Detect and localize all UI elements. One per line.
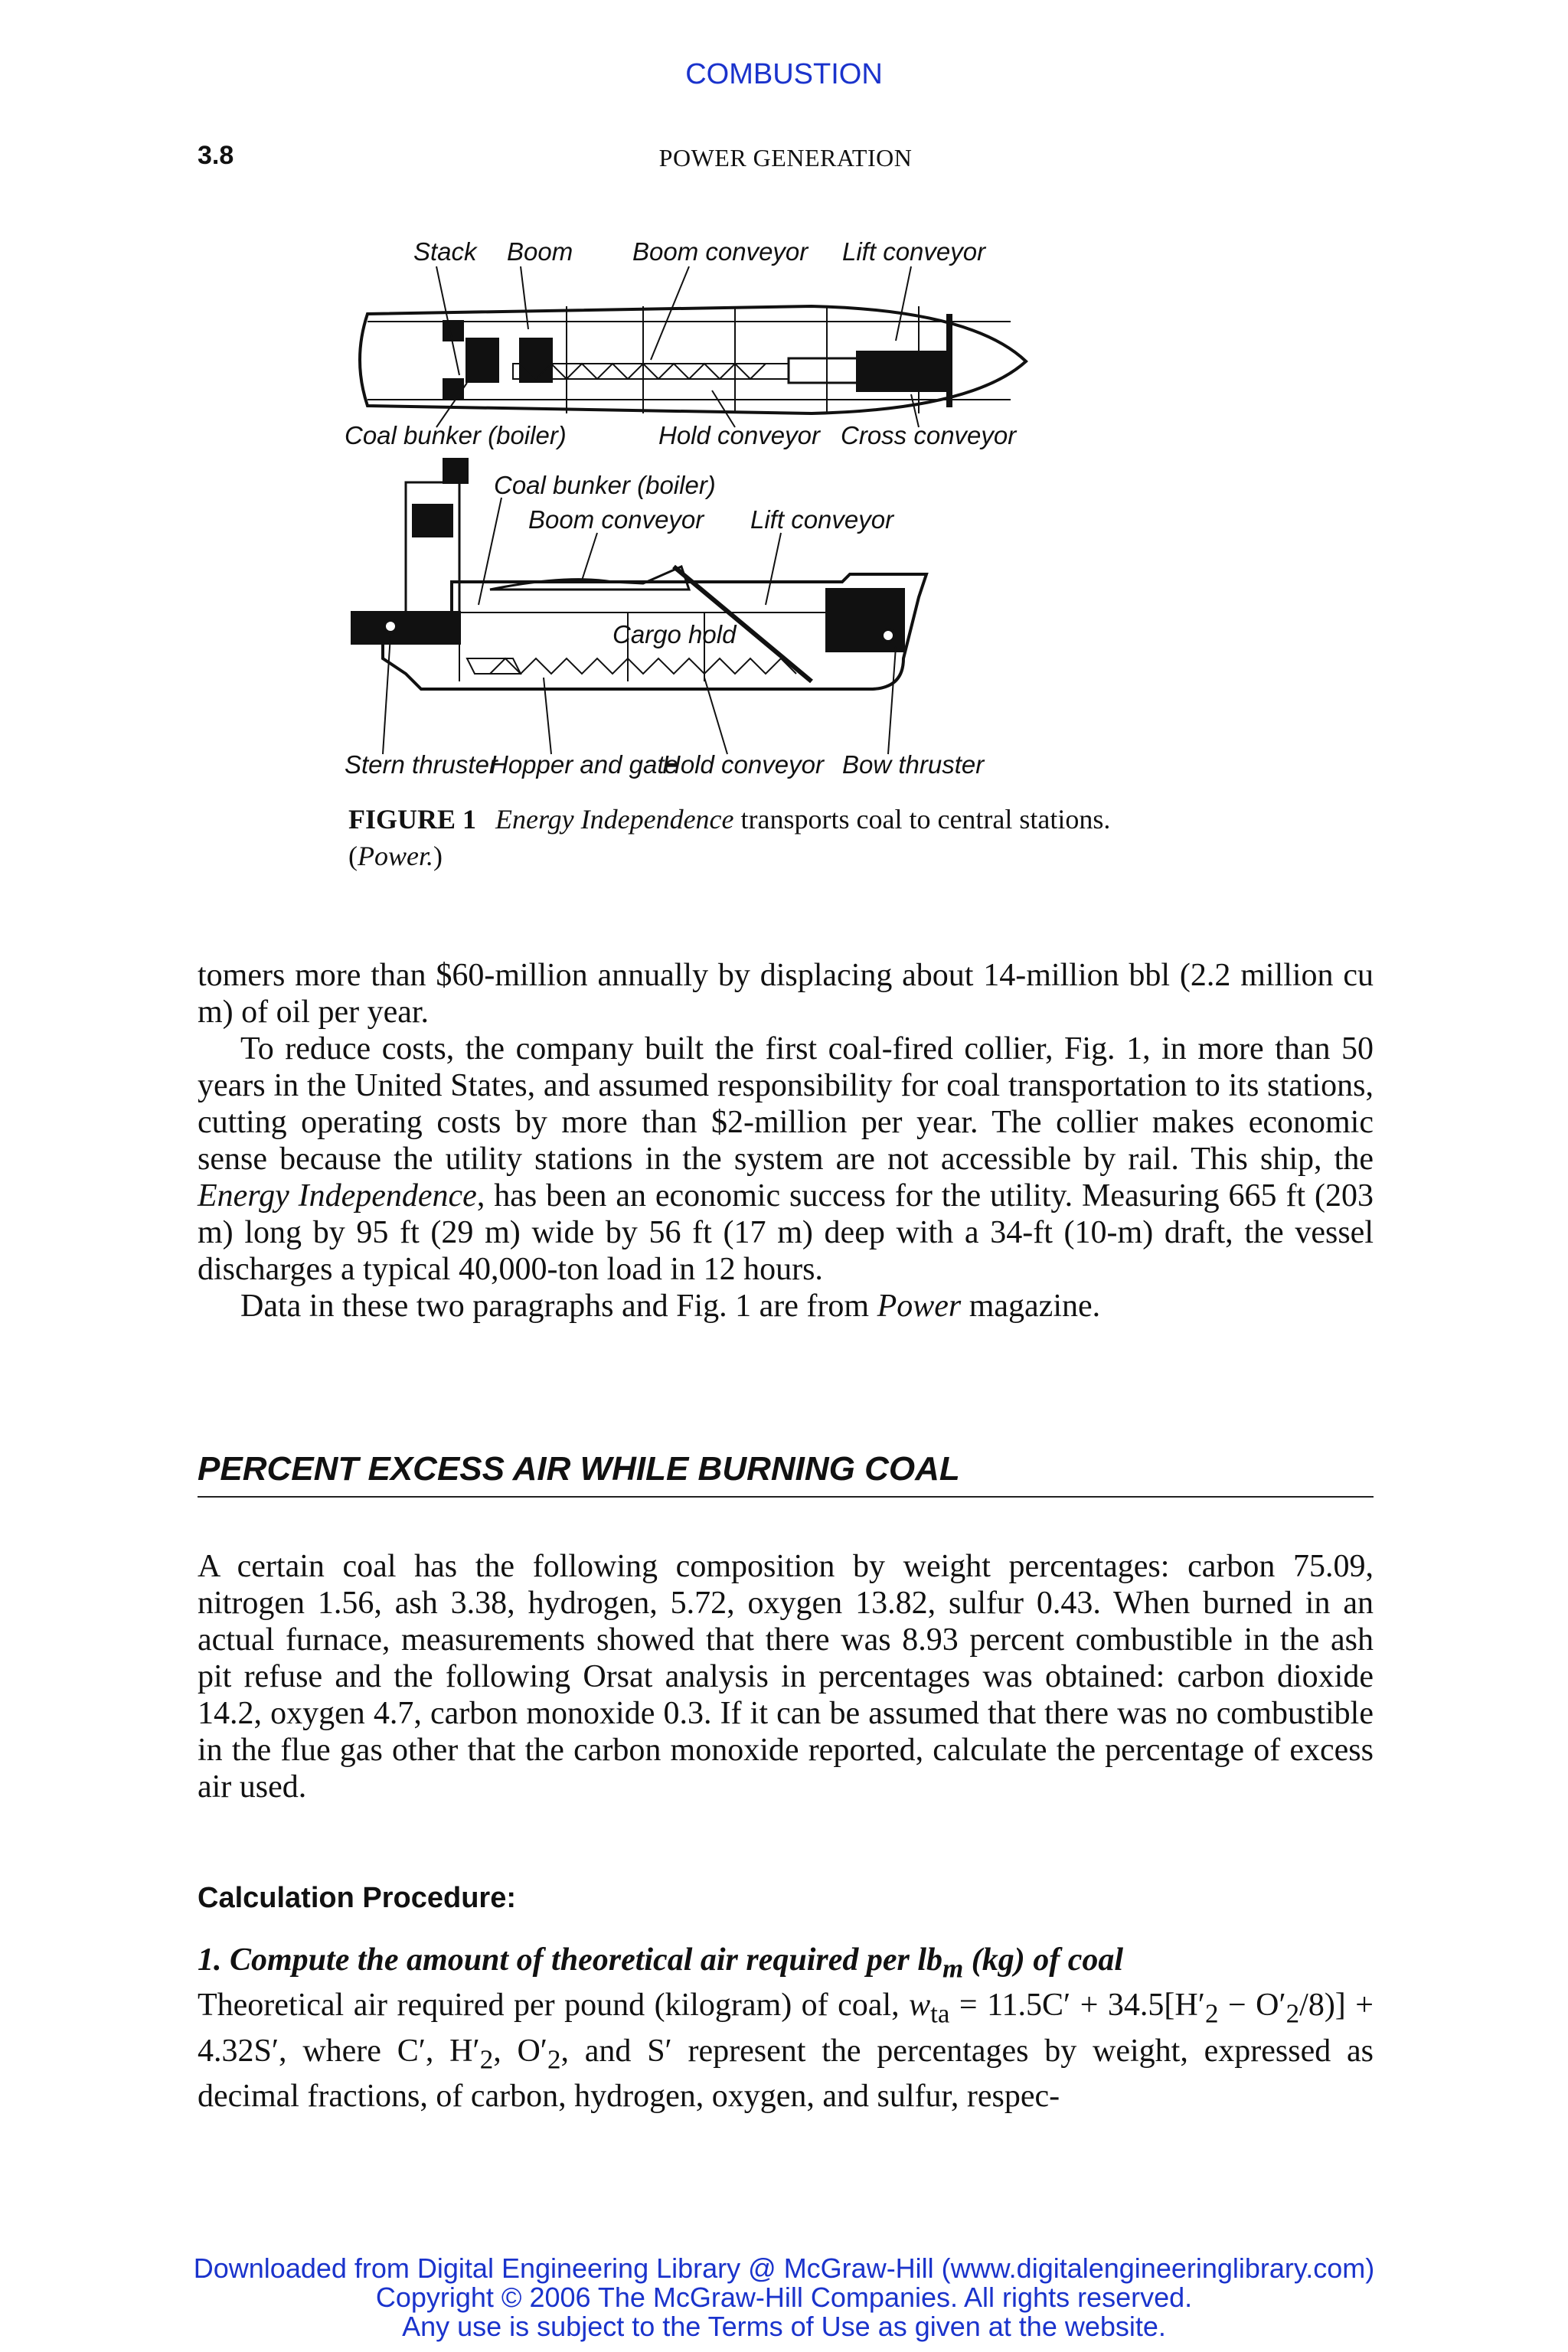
footer-download-link[interactable]: Downloaded from Digital Engineering Library @ McGraw-Hill (www.digitalengineeringlibrary.com) xyxy=(193,2252,1375,2284)
top-view-leaders xyxy=(436,266,919,427)
step-number: 1. xyxy=(198,1942,222,1978)
label-lift-conveyor: Lift conveyor xyxy=(842,237,986,266)
label-hold-conveyor: Hold conveyor xyxy=(658,421,820,449)
body-text xyxy=(198,957,1374,1325)
label-boom: Boom xyxy=(507,237,573,266)
magazine-name: Power xyxy=(877,1289,962,1324)
step-title: Compute the amount of theoretical air required per $lb_m$ (kg) of coal xyxy=(230,1942,1124,1984)
problem-text: A certain coal has the following composition by weight percentages: carbon 75.09, nitrogen 1.56, ash 3.38, hydrogen, 5.72, oxygen 13.82, sulfur 0.43. When burned in an actual furnace, measurements showed that there was 8.93 percent combustible in the ash pit refuse and the following Orsat analysis in percentages was obtained: carbon dioxide 14.2, oxygen 4.7, carbon monoxide 0.3. If it can be assumed that there was no combustible in the flue gas other that the carbon monoxide reported, calculate the percentage of excess air used. xyxy=(198,1549,1374,1805)
caption-source: Power. xyxy=(358,841,433,871)
caption-text: transports coal to central stations. xyxy=(733,804,1111,835)
collier-figure xyxy=(337,230,1240,789)
label-coal-bunker: Coal bunker (boiler) xyxy=(345,421,567,449)
paragraph-2: To reduce costs, the company built the first coal-fired collier, Fig. 1, in more than 50 years in the United States, and assumed responsibility for coal transportation to its stations, cutting operating costs by more than $2-million per year. The collier makes economic sense because the utility stations in the system are not accessible by rail. This ship, the Energy Independence, has been an economic success for the utility. Measuring 665 ft (203 m) long by 95 ft (29 m) wide by 56 ft (17 m) deep with a 34-ft (10-m) draft, the vessel discharges a typical 40,000-ton load in 12 hours. xyxy=(198,1031,1374,1287)
figure-caption xyxy=(348,801,1221,874)
footer xyxy=(0,2254,1568,2341)
label-stack: Stack xyxy=(413,237,477,266)
running-title: POWER GENERATION xyxy=(658,144,913,172)
label-stern-thruster: Stern thruster xyxy=(345,750,498,779)
page-number: 3.8 xyxy=(198,141,234,170)
footer-terms[interactable]: Any use is subject to the Terms of Use as given at the website. xyxy=(402,2311,1166,2342)
section-title: PERCENT EXCESS AIR WHILE BURNING COAL xyxy=(198,1450,1374,1498)
label-side-lift-conveyor: Lift conveyor xyxy=(750,505,894,534)
figure-number: FIGURE 1 xyxy=(348,804,477,835)
label-side-boom-conveyor: Boom conveyor xyxy=(528,505,704,534)
ship-name: Energy Independence xyxy=(198,1178,477,1214)
label-side-hold-conveyor: Hold conveyor xyxy=(662,750,824,779)
caption-ship-name: Energy Independence xyxy=(495,804,734,835)
paragraph-3: Data in these two paragraphs and Fig. 1 are from Power magazine. xyxy=(240,1289,1101,1324)
footer-copyright[interactable]: Copyright © 2006 The McGraw-Hill Companies. All rights reserved. xyxy=(375,2282,1193,2313)
paragraph-1: tomers more than $60-million annually by displacing about 14-million bbl (2.2 million cu m) of oil per year. xyxy=(198,958,1374,1030)
problem-statement xyxy=(198,1548,1374,1805)
step-1: 1. Compute the amount of theoretical air required per $lb_m$ (kg) of coal Theoretical air required per pound (kilogram) of coal, $w_{ta} = 11.5C' + 34.5[H'_2 - O'_2/8)] + 4.32S'$, where C′, $H'_2$, $O'_2$, and S′ represent the percentages by weight, expressed as decimal fractions, of carbon, hydrogen, oxygen, and sulfur, respec- xyxy=(198,1942,1374,2115)
running-header xyxy=(198,141,1374,179)
label-bow-thruster: Bow thruster xyxy=(842,750,985,779)
caption-source-open: ( xyxy=(348,841,358,871)
label-cross-conveyor: Cross conveyor xyxy=(841,421,1017,449)
collier-diagram xyxy=(337,230,1240,789)
chapter-header[interactable]: COMBUSTION xyxy=(685,58,883,90)
caption-source-close: ) xyxy=(433,841,443,871)
label-boom-conveyor: Boom conveyor xyxy=(632,237,808,266)
calculation-heading: Calculation Procedure: xyxy=(198,1882,516,1914)
label-hopper-and-gate: Hopper and gate xyxy=(490,750,678,779)
top-view xyxy=(360,306,1026,413)
label-side-coal-bunker: Coal bunker (boiler) xyxy=(494,471,716,499)
label-cargo-hold: Cargo hold xyxy=(612,620,737,648)
